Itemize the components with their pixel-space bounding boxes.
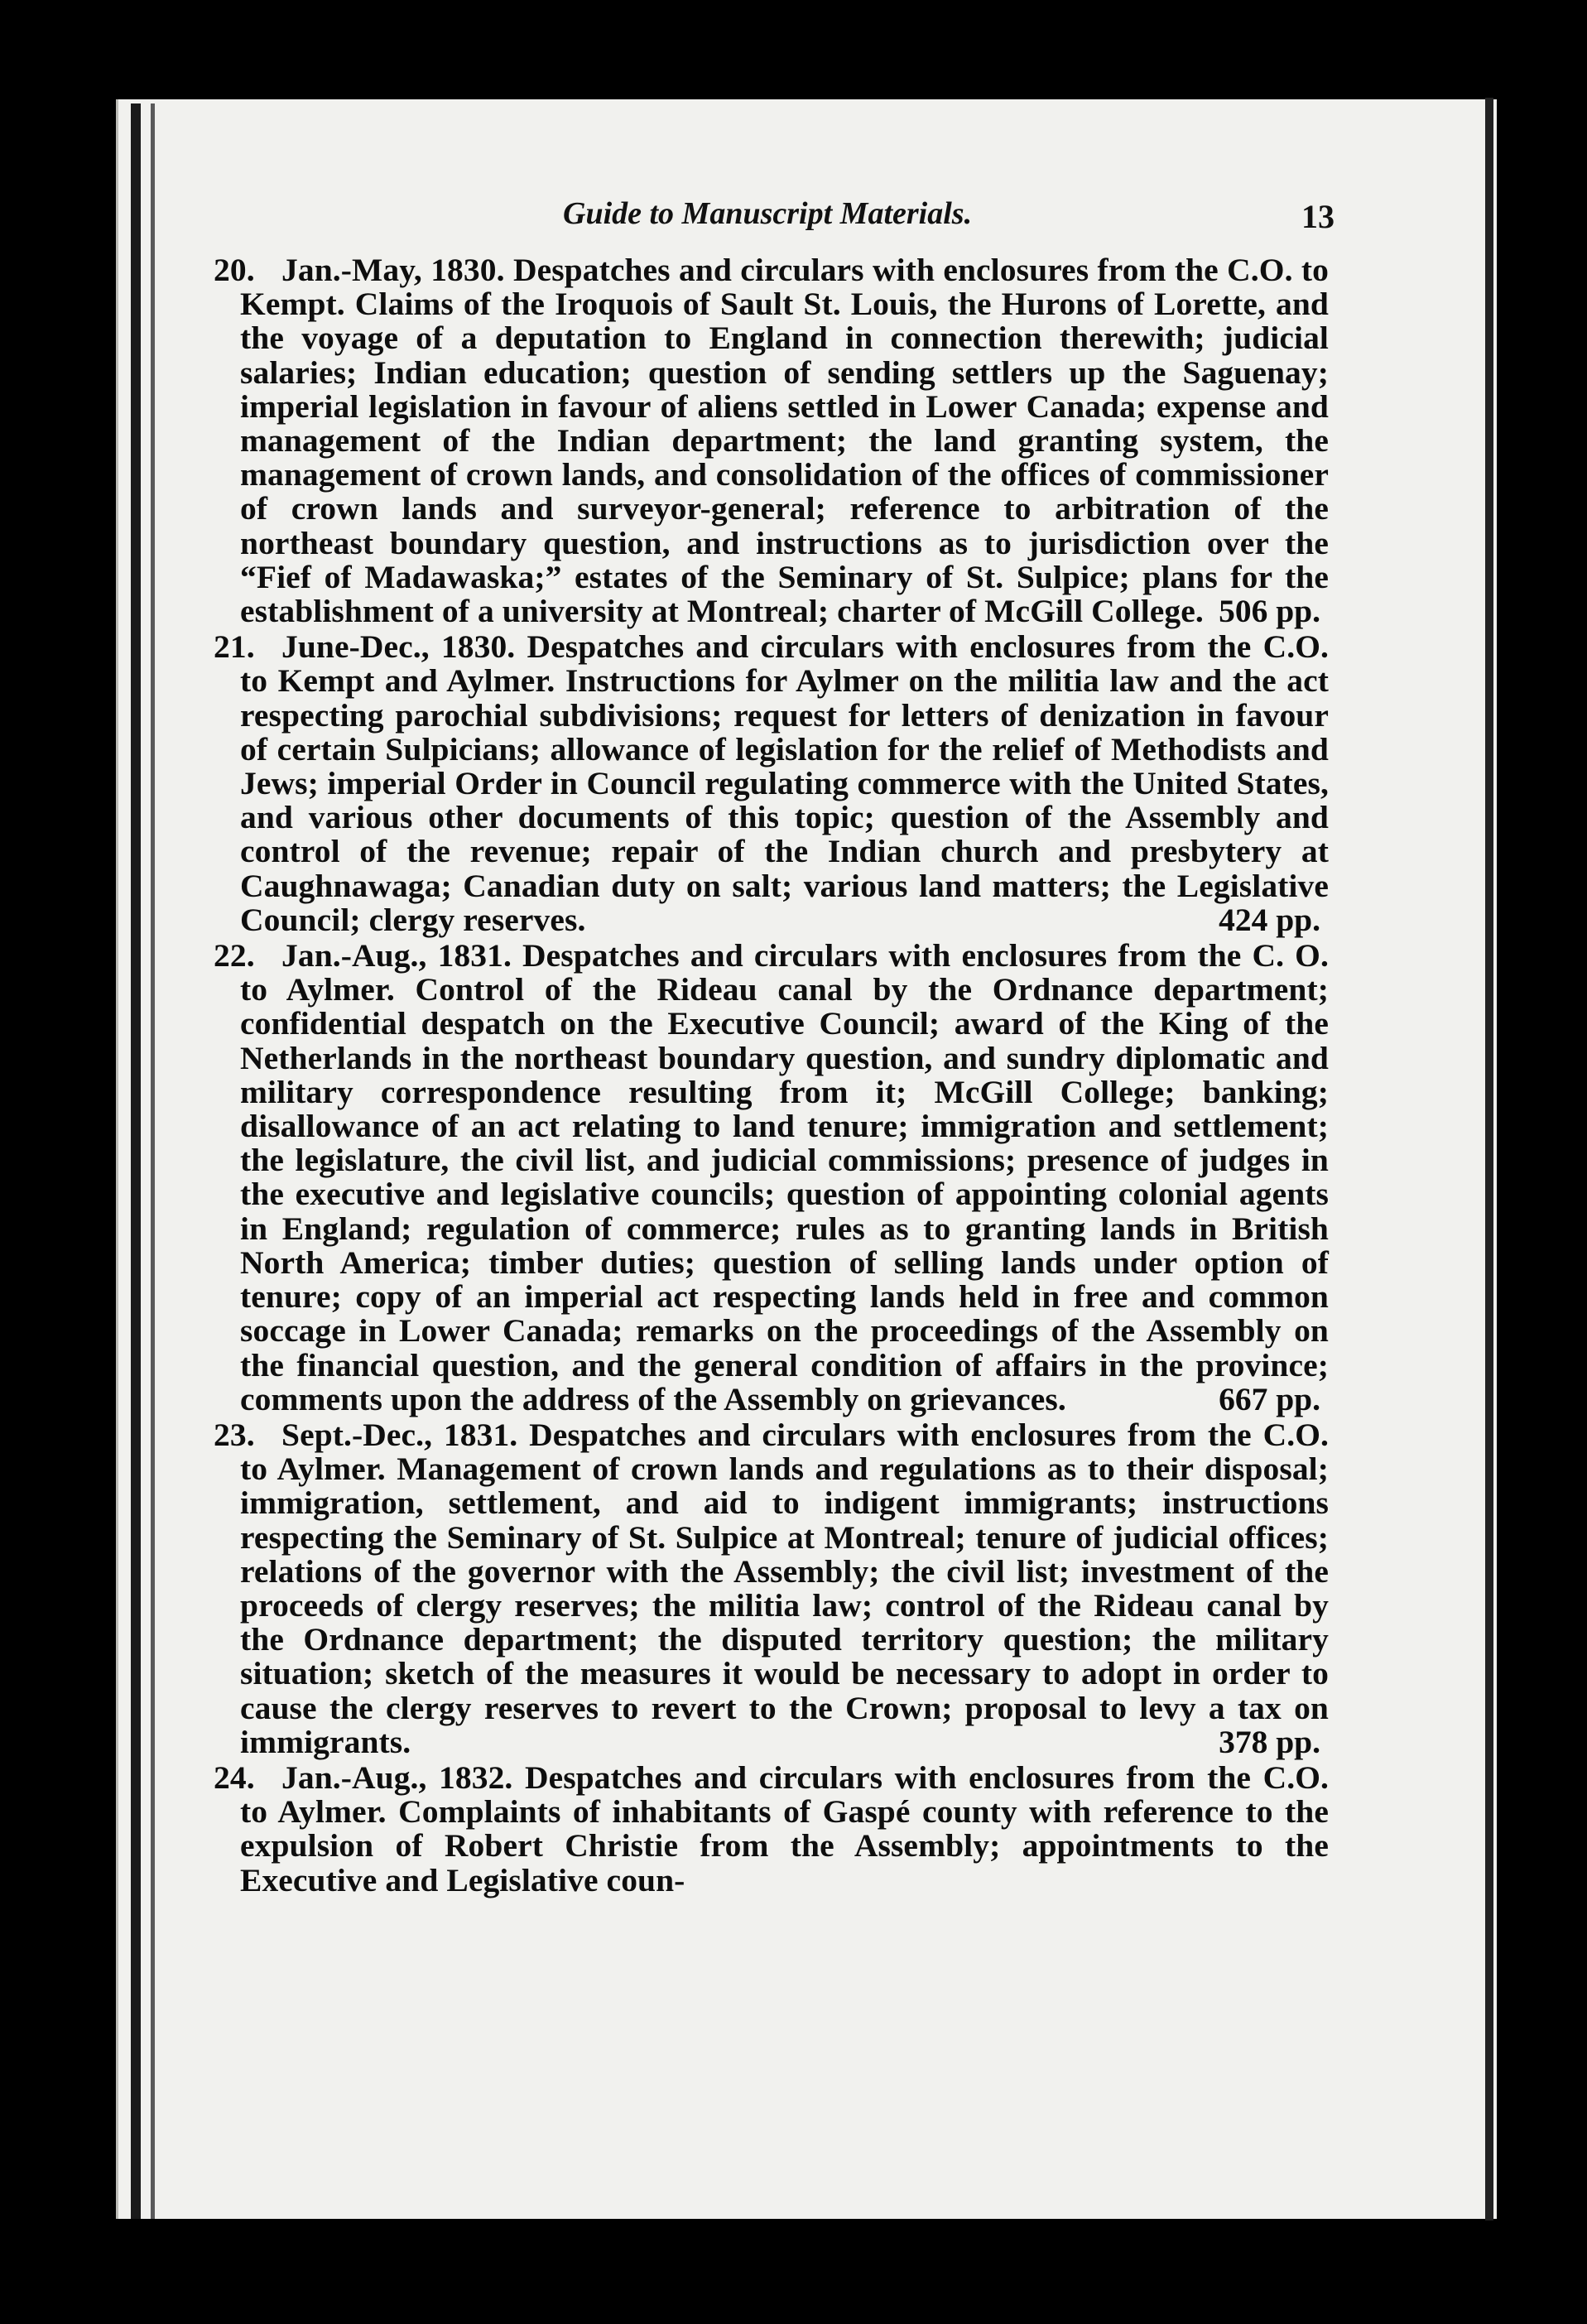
entry-number: 20.	[214, 252, 255, 288]
page-number: 13	[1301, 198, 1335, 235]
entry-number: 23.	[214, 1416, 255, 1453]
binding-shadow-inner	[151, 103, 155, 2219]
entry-number: 24.	[214, 1759, 255, 1796]
entry-paragraph	[214, 628, 1330, 938]
entry-date: Jan.-Aug., 1831.	[281, 937, 512, 974]
entry-pages: 378 pp.	[1219, 1723, 1320, 1760]
entry-pages: 424 pp.	[1219, 902, 1320, 939]
entry-text: Despatches and circulars with enclosures from the C.O. to Aylmer. Management of crown lands and regulations as to their disposal; immigration, settlement, and aid to indigent immigrants; instructions respecting the Seminary of St. Sulpice at Montreal; tenure of judicial offices; relations of the governor with the Assembly; the civil list; investment of the proceeds of clergy reserves; the militia law; control of the Rideau canal by the Ordnance department; the disputed territory question; the military situation; sketch of the measures it would be necessary to adopt in order to cause the clergy reserves to revert to the Crown; proposal to levy a tax on immigrants.	[240, 1416, 1329, 1760]
entry-text: Despatches and circulars with enclosures from the C.O. to Kempt. Claims of the Iroquois of Sault St. Louis, the Hurons of Lorette, and the voyage of a deputation to England in connection therewith; judicial salaries; Indian education; question of sending settlers up the Saguenay; imperial legislation in favour of aliens settled in Lower Canada; expense and management of the Indian department; the land granting system, the management of crown lands, and consolidation of the offices of commissioner of crown lands and surveyor-general; reference to arbitration of the northeast boundary question, and instructions as to jurisdiction over the “Fief of Madawaska;” estates of the Seminary of St. Sulpice; plans for the establishment of a university at Montreal; charter of McGill College.	[240, 252, 1329, 630]
entry-23	[214, 1416, 1329, 1760]
entry-paragraph	[214, 1416, 1329, 1760]
binding-shadow	[131, 103, 141, 2219]
entry-21	[214, 628, 1330, 939]
entry-number: 22.	[214, 937, 255, 974]
entry-date: Sept.-Dec., 1831.	[281, 1416, 518, 1453]
entry-text: Despatches and circulars with enclosures from the C.O. to Aylmer. Complaints of inhabitants of Gaspé county with reference to the expulsion of Robert Christie from the Assembly; appointments to the Executive and Legislative coun-	[240, 1759, 1329, 1898]
entry-paragraph	[214, 937, 1329, 1417]
entry-number: 21.	[214, 628, 255, 666]
entry-pages: 506 pp.	[1219, 593, 1320, 630]
entry-20	[214, 252, 1329, 630]
entry-pages: 667 pp.	[1219, 1380, 1320, 1417]
entry-text: Despatches and circulars with enclosures from the C.O. to Kempt and Aylmer. Instructions for Aylmer on the militia law and the act respecting parochial subdivisions; request for letters of denization in favour of certain Sulpicians; allowance of legislation for the relief of Methodists and Jews; imperial Order in Council regulating commerce with the United States, and various other documents of this topic; question of the Assembly and control of the revenue; repair of the Indian church and presbytery at Caughnawaga; Canadian duty on salt; various land matters; the Legislative Council; clergy reserves.	[240, 628, 1330, 938]
entry-paragraph	[214, 1759, 1329, 1898]
entry-date: June-Dec., 1830.	[281, 628, 516, 666]
running-title: Guide to Manuscript Materials.	[563, 196, 973, 231]
entry-date: Jan.-May, 1830.	[281, 252, 505, 288]
page-header	[132, 195, 1366, 245]
entry-text: Despatches and circulars with enclosures from the C. O. to Aylmer. Control of the Rideau canal by the Ordnance department; confidential despatch on the Executive Council; award of the King of the Netherlands in the northeast boundary question, and sundry diplomatic and military correspondence resulting from it; McGill College; banking; disallowance of an act relating to land tenure; immigration and settlement; the legislature, the civil list, and judicial commissions; presence of judges in the executive and legislative councils; question of appointing colonial agents in England; regulation of commerce; rules as to granting lands in British North America; timber duties; question of selling lands under option of tenure; copy of an imperial act respecting lands held in free and common soccage in Lower Canada; remarks on the proceedings of the Assembly on the financial question, and the general condition of affairs in the province; comments upon the address of the Assembly on grievances.	[240, 937, 1329, 1417]
entry-22	[214, 937, 1329, 1417]
entry-24	[214, 1759, 1329, 1898]
page-edge	[1485, 98, 1493, 2221]
entry-date: Jan.-Aug., 1832.	[281, 1759, 513, 1796]
entry-paragraph	[214, 252, 1329, 630]
entry-list	[214, 252, 1330, 1899]
